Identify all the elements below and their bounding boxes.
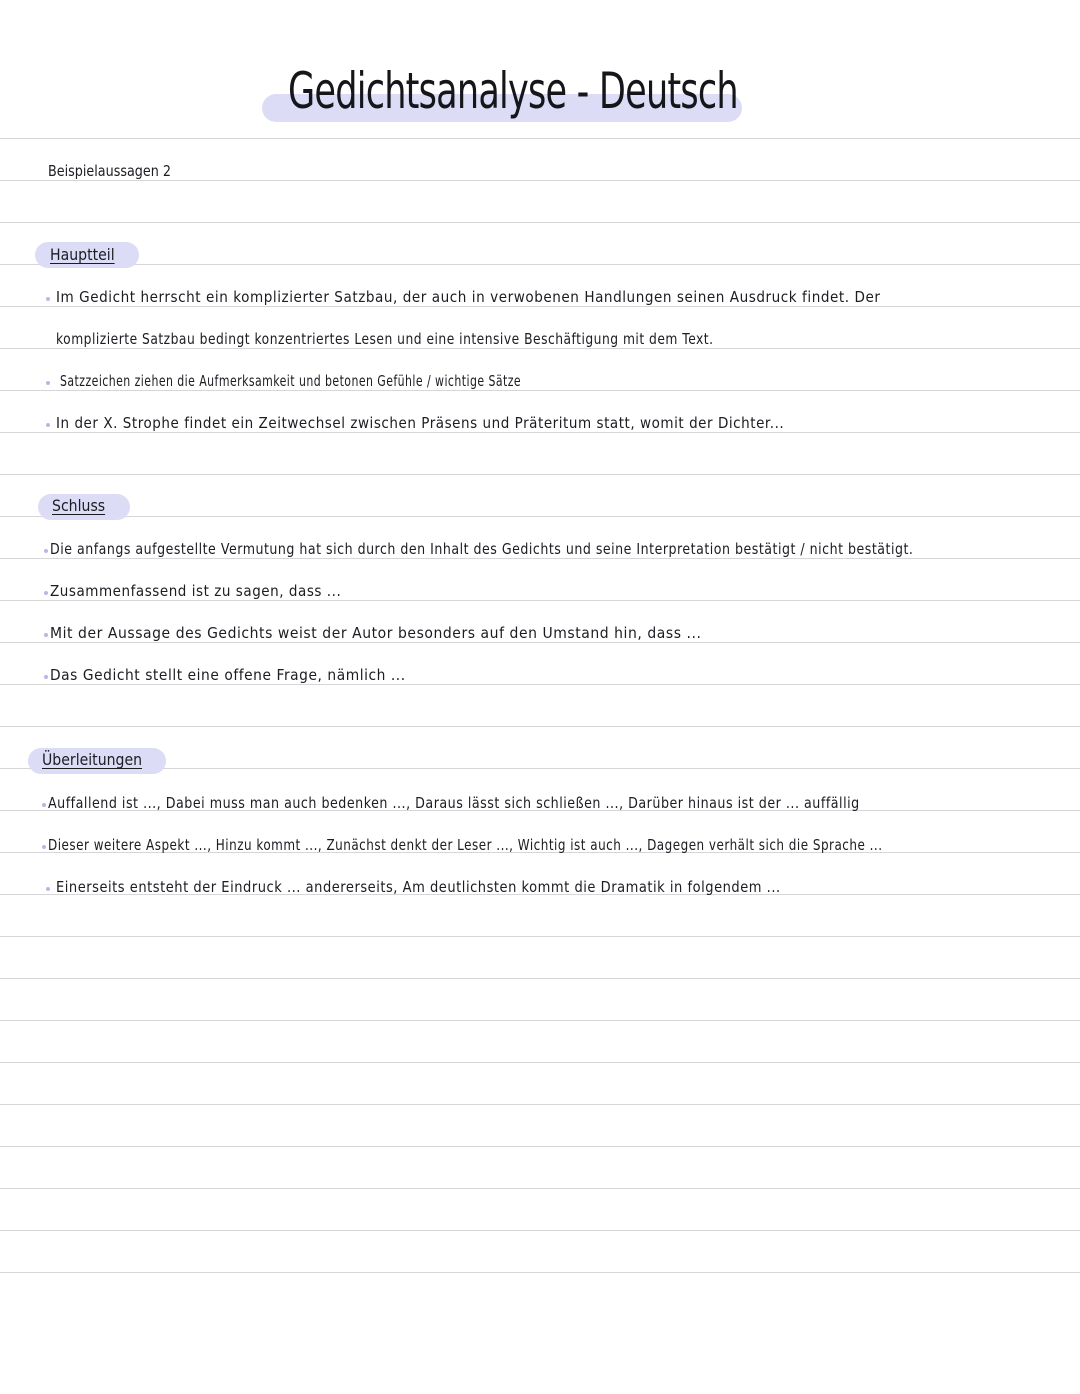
section-heading-schluss: Schluss: [52, 496, 106, 515]
ruled-line: [0, 180, 1080, 181]
ruled-line: [0, 1020, 1080, 1021]
bullet: [42, 845, 46, 849]
bullet: [46, 297, 50, 301]
ruled-line: [0, 684, 1080, 685]
ruled-line: [0, 222, 1080, 223]
list-item: komplizierte Satzbau bedingt konzentriertes Lesen und eine intensive Beschäftigung mit dem Text.: [56, 330, 714, 348]
ruled-line: [0, 642, 1080, 643]
page-title: Gedichtsanalyse - Deutsch: [288, 62, 738, 120]
ruled-line: [0, 390, 1080, 391]
list-item: In der X. Strophe findet ein Zeitwechsel zwischen Präsens und Präteritum statt, womit der Dichter...: [56, 414, 785, 432]
ruled-line: [0, 1104, 1080, 1105]
subtitle: Beispielaussagen 2: [48, 162, 171, 180]
bullet: [46, 423, 50, 427]
bullet: [42, 803, 46, 807]
section-heading-hauptteil: Hauptteil: [50, 245, 115, 264]
ruled-line: [0, 306, 1080, 307]
list-item: Einerseits entsteht der Eindruck ... andererseits, Am deutlichsten kommt die Dramatik in folgendem ...: [56, 878, 781, 896]
bullet: [44, 549, 48, 553]
ruled-line: [0, 1146, 1080, 1147]
list-item: Zusammenfassend ist zu sagen, dass ...: [50, 582, 342, 600]
ruled-line: [0, 348, 1080, 349]
ruled-line: [0, 1230, 1080, 1231]
section-heading-ueberleitungen: Überleitungen: [42, 750, 143, 769]
ruled-line: [0, 1062, 1080, 1063]
list-item: Im Gedicht herrscht ein komplizierter Satzbau, der auch in verwobenen Handlungen seinen Ausdruck findet. Der: [56, 288, 881, 306]
ruled-line: [0, 558, 1080, 559]
bullet: [44, 675, 48, 679]
ruled-line: [0, 1188, 1080, 1189]
list-item: Das Gedicht stellt eine offene Frage, nämlich ...: [50, 666, 406, 684]
bullet: [46, 887, 50, 891]
list-item: Satzzeichen ziehen die Aufmerksamkeit und betonen Gefühle / wichtige Sätze: [60, 372, 522, 390]
ruled-line: [0, 474, 1080, 475]
bullet: [44, 591, 48, 595]
ruled-line: [0, 978, 1080, 979]
list-item: Die anfangs aufgestellte Vermutung hat sich durch den Inhalt des Gedichts und seine Interpretation bestätigt / nicht bestätigt.: [50, 540, 914, 558]
list-item: Mit der Aussage des Gedichts weist der Autor besonders auf den Umstand hin, dass ...: [50, 624, 702, 642]
ruled-line: [0, 1272, 1080, 1273]
ruled-line: [0, 600, 1080, 601]
list-item: Dieser weitere Aspekt ..., Hinzu kommt ..., Zunächst denkt der Leser ..., Wichtig ist auch ..., Dagegen verhält sich die Sprache ...: [48, 836, 883, 854]
bullet: [46, 381, 50, 385]
ruled-line: [0, 936, 1080, 937]
ruled-line: [0, 432, 1080, 433]
ruled-line: [0, 516, 1080, 517]
ruled-line: [0, 138, 1080, 139]
ruled-line: [0, 726, 1080, 727]
bullet: [44, 633, 48, 637]
ruled-line: [0, 264, 1080, 265]
list-item: Auffallend ist ..., Dabei muss man auch bedenken ..., Daraus lässt sich schließen ..., Darüber hinaus ist der ... auffällig: [48, 794, 860, 812]
